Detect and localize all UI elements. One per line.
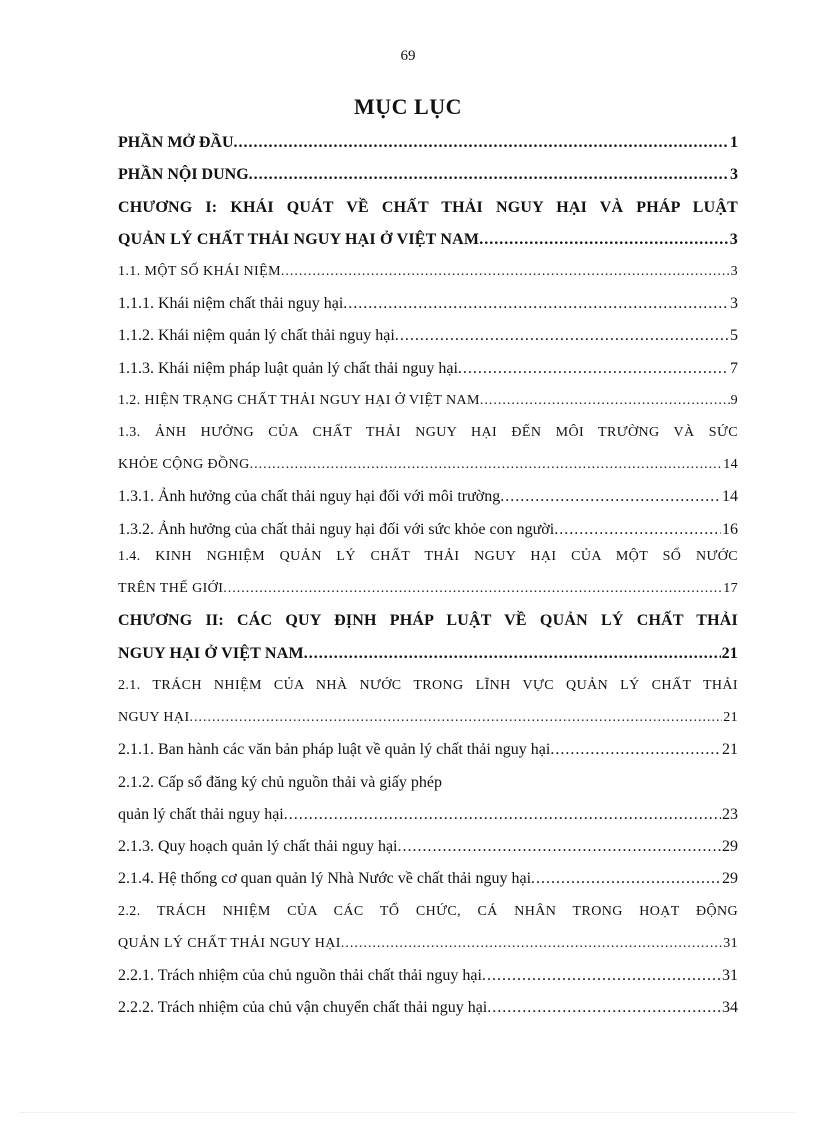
leader-dots [250,453,723,477]
leader-dots [223,577,722,601]
leader-dots [480,389,730,413]
toc-page: 21 [722,741,738,758]
toc-page: 14 [722,488,738,505]
toc-entry: quản lý chất thải nguy hại ..... 23 [118,803,738,827]
toc-page: 14 [723,457,738,472]
toc-page: 7 [730,360,738,377]
toc-entry: 1.1. MỘT SỐ KHÁI NIỆM ..... 3 [118,260,738,284]
toc-entry: 2.1.3. Quy hoạch quản lý chất thải nguy hại ..... 29 [118,835,738,859]
toc-entry: 1.1.3. Khái niệm pháp luật quản lý chất thải nguy hại ..... 7 [118,357,738,381]
leader-dots [531,867,721,891]
toc-page: 34 [722,999,738,1016]
toc-entry-line1: 2.1. TRÁCH NHIỆM CỦA NHÀ NƯỚC TRONG LĨNH VỰC QUẢN LÝ CHẤT THẢI [118,678,738,693]
toc-entry: 1.3.2. Ảnh hưởng của chất thải nguy hại đối với sức khỏe con người ..... 16 [118,518,738,542]
toc-page: 21 [721,645,738,662]
toc-entry: KHỎE CỘNG ĐỒNG ..... 14 [118,453,738,477]
toc-entry: 1.1.1. Khái niệm chất thải nguy hại ..... 3 [118,292,738,316]
leader-dots [249,163,729,187]
toc-page: 31 [723,936,738,951]
toc-entry: 1.2. HIỆN TRẠNG CHẤT THẢI NGUY HẠI Ở VIỆT NAM ..... 9 [118,389,738,413]
toc-entry: 1.3.1. Ảnh hưởng của chất thải nguy hại đối với môi trường ..... 14 [118,485,738,509]
toc-page: 23 [722,806,738,823]
toc-page: 16 [722,521,738,538]
toc-entry: QUẢN LÝ CHẤT THẢI NGUY HẠI ..... 31 [118,932,738,956]
leader-dots [550,738,721,762]
toc-page: 5 [730,327,738,344]
leader-dots [343,292,729,316]
leader-dots [190,706,723,730]
toc-page: 3 [730,264,738,279]
toc-page: 9 [730,393,738,408]
leader-dots [554,518,721,542]
toc-entry: 1.1.2. Khái niệm quản lý chất thải nguy hại ..... 5 [118,324,738,348]
toc-entry: 2.2.1. Trách nhiệm của chủ nguồn thải chất thải nguy hại ..... 31 [118,964,738,988]
toc-page: 3 [730,166,738,183]
leader-dots [482,964,721,988]
leader-dots [487,996,721,1020]
leader-dots [341,932,722,956]
toc-entry: PHẦN NỘI DUNG ..... 3 [118,163,738,187]
leader-dots [281,260,730,284]
leader-dots [398,835,722,859]
toc-page: 1 [730,134,738,151]
toc-entry-line1: 1.3. ẢNH HƯỞNG CỦA CHẤT THẢI NGUY HẠI ĐẾN MÔI TRƯỜNG VÀ SỨC [118,425,738,440]
toc-page: 31 [722,967,738,984]
leader-dots [284,803,721,827]
leader-dots [395,324,729,348]
page-title: MỤC LỤC [354,94,462,119]
toc-page: 29 [722,838,738,855]
leader-dots [234,131,729,155]
toc-entry: PHẦN MỞ ĐẦU ..... 1 [118,131,738,155]
toc-entry: QUẢN LÝ CHẤT THẢI NGUY HẠI Ở VIỆT NAM ..... 3 [118,228,738,252]
toc-entry-line1: 1.4. KINH NGHIỆM QUẢN LÝ CHẤT THẢI NGUY HẠI CỦA MỘT SỐ NƯỚC [118,549,738,564]
toc-entry-line1: 2.1.2. Cấp sổ đăng ký chủ nguồn thải và giấy phép [118,774,442,791]
toc-entry: 2.1.1. Ban hành các văn bản pháp luật về quản lý chất thải nguy hại ..... 21 [118,738,738,762]
toc-entry: NGUY HẠI ..... 21 [118,706,738,730]
toc-page: 17 [723,581,738,596]
toc-page: 21 [723,710,738,725]
toc-entry: 2.2.2. Trách nhiệm của chủ vận chuyển chất thải nguy hại ..... 34 [118,996,738,1020]
toc-entry-line1: CHƯƠNG I: KHÁI QUÁT VỀ CHẤT THẢI NGUY HẠI VÀ PHÁP LUẬT [118,199,738,216]
toc-entry: 2.1.4. Hệ thống cơ quan quản lý Nhà Nước về chất thải nguy hại ..... 29 [118,867,738,891]
toc-page: 29 [722,870,738,887]
page-bottom-divider [20,1112,796,1113]
toc-entry: NGUY HẠI Ở VIỆT NAM ..... 21 [118,642,738,666]
toc-page: 3 [729,231,738,248]
toc-entry-line1: 2.2. TRÁCH NHIỆM CỦA CÁC TỔ CHỨC, CÁ NHÂN TRONG HOẠT ĐỘNG [118,904,738,919]
leader-dots [304,642,721,666]
leader-dots [500,485,721,509]
leader-dots [479,228,729,252]
leader-dots [458,357,729,381]
toc-page: 3 [730,295,738,312]
toc-entry: TRÊN THẾ GIỚI ..... 17 [118,577,738,601]
page-number: 69 [400,48,416,64]
toc-entry-line1: CHƯƠNG II: CÁC QUY ĐỊNH PHÁP LUẬT VỀ QUẢN LÝ CHẤT THẢI [118,612,738,629]
